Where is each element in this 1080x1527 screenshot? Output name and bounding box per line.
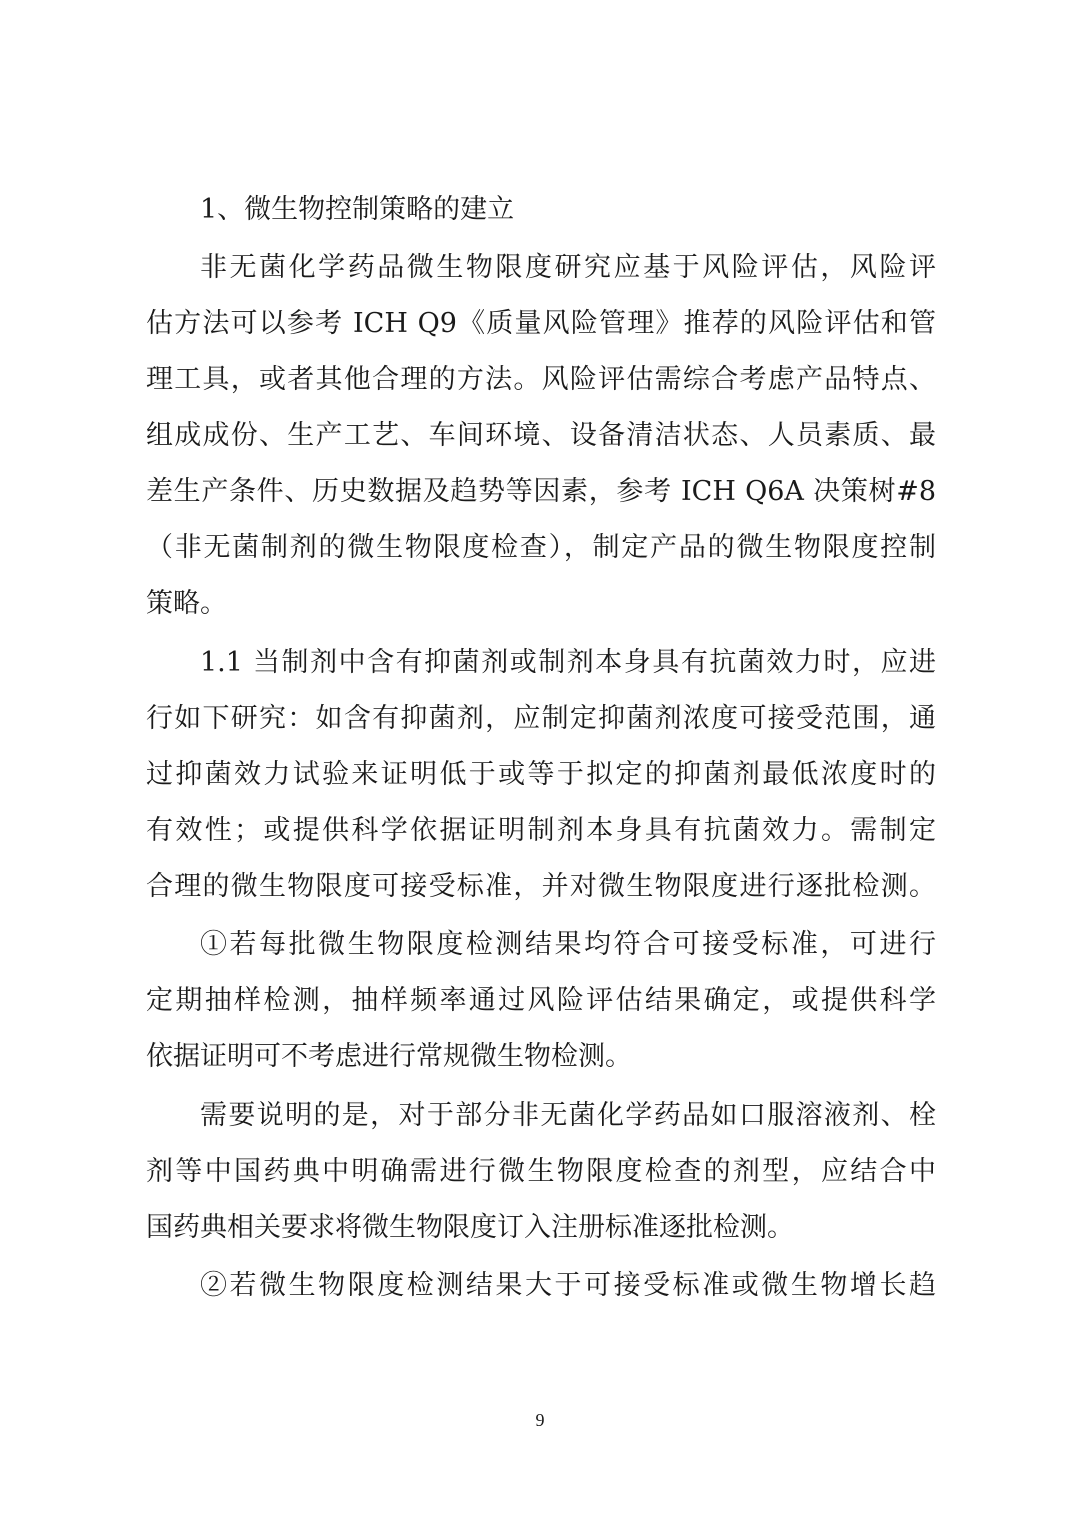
paragraph-2-line-3: 过抑菌效力试验来证明低于或等于拟定的抑菌剂最低浓度时的 — [146, 759, 936, 790]
paragraph-4-line-1: 需要说明的是，对于部分非无菌化学药品如口服溶液剂、栓 — [200, 1100, 936, 1131]
paragraph-4-line-3: 国药典相关要求将微生物限度订入注册标准逐批检测。 — [146, 1212, 794, 1243]
paragraph-5-line-1: ②若微生物限度检测结果大于可接受标准或微生物增长趋 — [200, 1270, 936, 1301]
paragraph-2-line-1: 1.1 当制剂中含有抑菌剂或制剂本身具有抗菌效力时，应进 — [200, 647, 936, 678]
paragraph-4-line-2: 剂等中国药典中明确需进行微生物限度检查的剂型，应结合中 — [146, 1156, 936, 1187]
paragraph-3-line-1: ①若每批微生物限度检测结果均符合可接受标准，可进行 — [200, 929, 936, 960]
paragraph-1-line-7: 策略。 — [146, 588, 227, 619]
paragraph-1-line-4: 组成成份、生产工艺、车间环境、设备清洁状态、人员素质、最 — [146, 420, 936, 451]
paragraph-2-line-5: 合理的微生物限度可接受标准，并对微生物限度进行逐批检测。 — [146, 871, 936, 902]
paragraph-2-line-2: 行如下研究：如含有抑菌剂，应制定抑菌剂浓度可接受范围，通 — [146, 703, 936, 734]
paragraph-1-line-6: （非无菌制剂的微生物限度检查），制定产品的微生物限度控制 — [146, 532, 936, 563]
paragraph-3-line-3: 依据证明可不考虑进行常规微生物检测。 — [146, 1041, 632, 1072]
page-number: 9 — [535, 1410, 545, 1430]
paragraph-3-line-2: 定期抽样检测，抽样频率通过风险评估结果确定，或提供科学 — [146, 985, 936, 1016]
paragraph-2-line-4: 有效性；或提供科学依据证明制剂本身具有抗菌效力。需制定 — [146, 815, 936, 846]
paragraph-1-line-1: 非无菌化学药品微生物限度研究应基于风险评估，风险评 — [200, 252, 936, 283]
paragraph-1-line-3: 理工具，或者其他合理的方法。风险评估需综合考虑产品特点、 — [146, 364, 936, 395]
paragraph-1-line-5: 差生产条件、历史数据及趋势等因素，参考 ICH Q6A 决策树#8 — [146, 476, 936, 507]
section-heading: 1、微生物控制策略的建立 — [200, 194, 515, 225]
paragraph-1-line-2: 估方法可以参考 ICH Q9《质量风险管理》推荐的风险评估和管 — [146, 308, 936, 339]
